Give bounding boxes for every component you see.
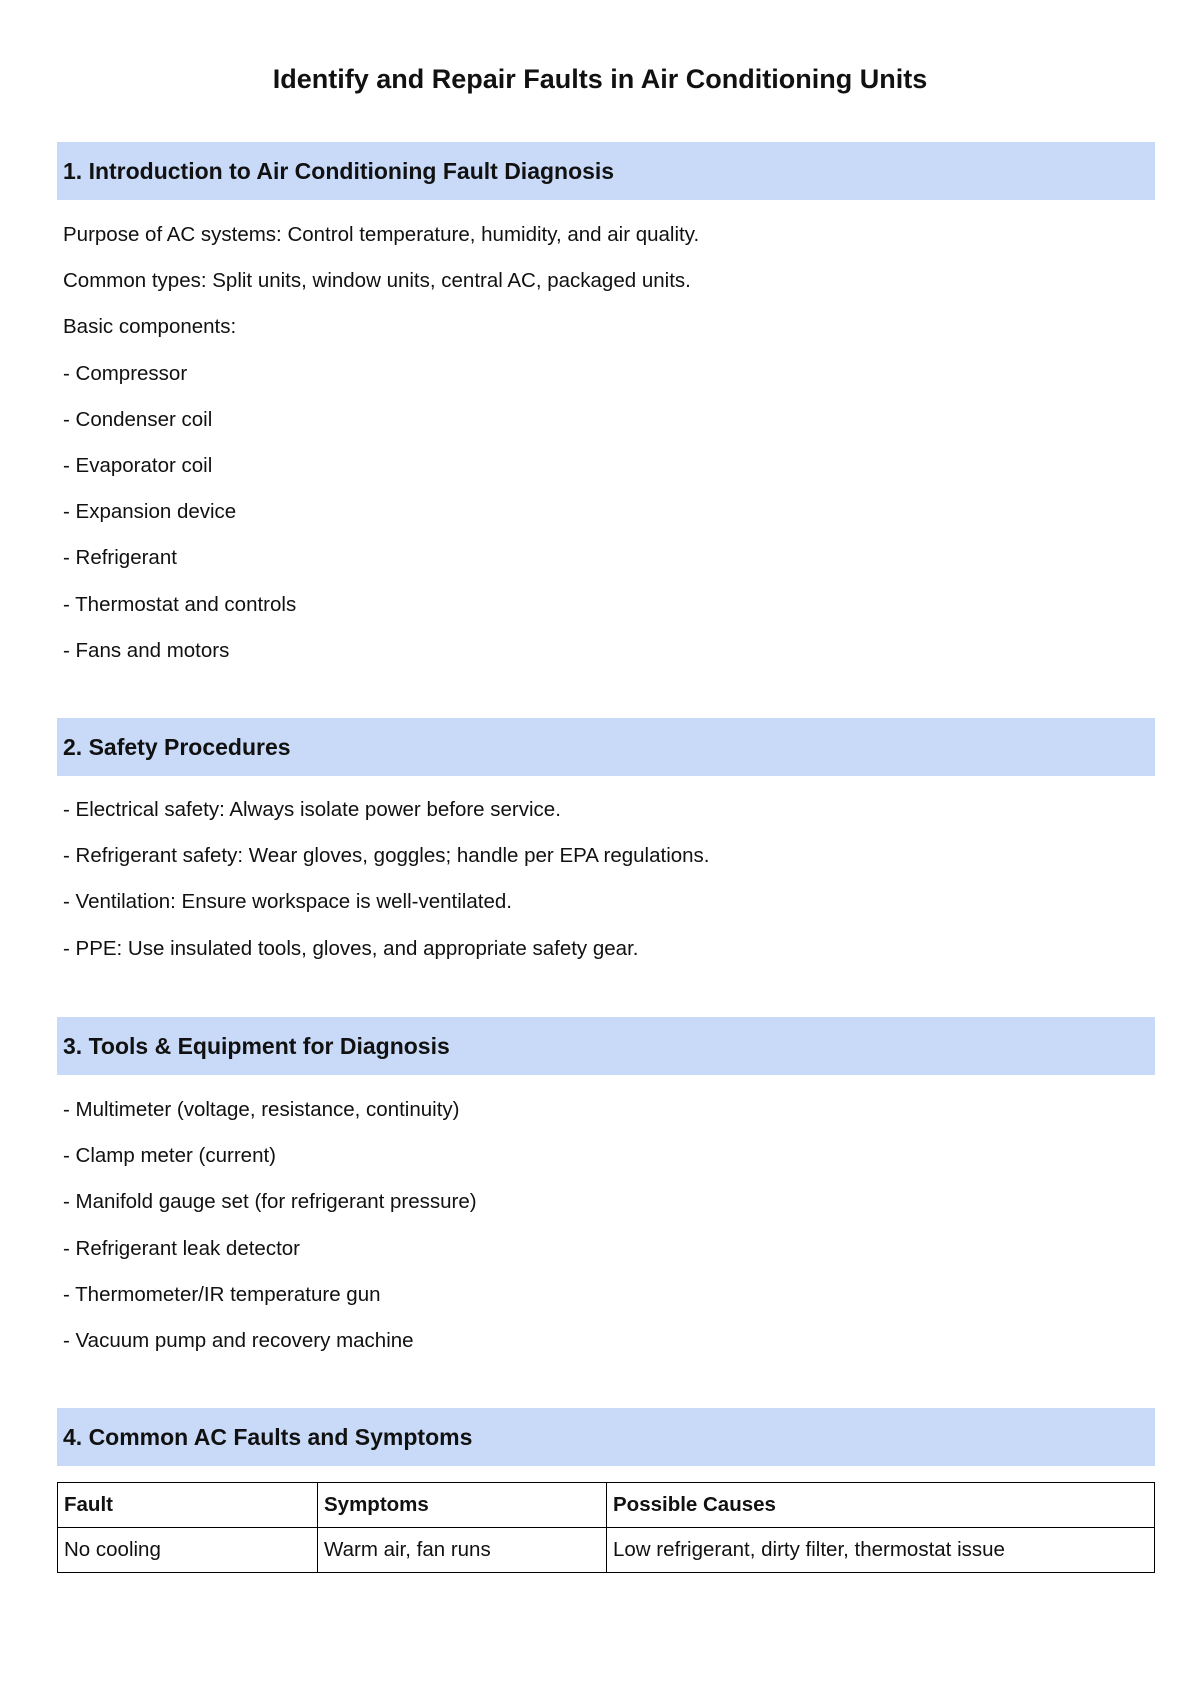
section-tools-lines (63, 1087, 477, 1364)
list-item: - Evaporator coil (63, 453, 213, 477)
column-header-possible-causes: Possible Causes (607, 1483, 1155, 1528)
text-line: Common types: Split units, window units, central AC, packaged units. (63, 269, 691, 293)
list-item: - Thermometer/IR temperature gun (63, 1282, 381, 1306)
faults-table (57, 1482, 1155, 1573)
table-cell-fault: No cooling (58, 1528, 318, 1573)
list-item: - Refrigerant leak detector (63, 1236, 301, 1260)
list-item: - Electrical safety: Always isolate power before service. (63, 798, 561, 821)
list-item: - Expansion device (63, 500, 237, 524)
list-item: - Refrigerant (63, 546, 177, 570)
list-item: - Manifold gauge set (for refrigerant pressure) (63, 1190, 477, 1214)
list-item: - Multimeter (voltage, resistance, continuity) (63, 1098, 460, 1121)
text-line: Basic components: (63, 315, 237, 339)
list-item: - Fans and motors (63, 638, 230, 662)
table-cell-symptoms: Warm air, fan runs (318, 1528, 607, 1573)
list-item: - Thermostat and controls (63, 592, 297, 616)
table-row (58, 1528, 1155, 1573)
table-header-row (58, 1483, 1155, 1528)
list-item: - Refrigerant safety: Wear gloves, goggles; handle per EPA regulations. (63, 844, 710, 868)
list-item: - Vacuum pump and recovery machine (63, 1328, 414, 1352)
section-header-safety: 2. Safety Procedures (57, 718, 1155, 776)
list-item: - Compressor (63, 361, 188, 385)
section-safety-lines (63, 787, 710, 972)
text-line: Purpose of AC systems: Control temperature, humidity, and air quality. (63, 223, 700, 246)
column-header-fault: Fault (58, 1483, 318, 1528)
section-introduction-lines (63, 212, 699, 674)
section-header-introduction: 1. Introduction to Air Conditioning Fault Diagnosis (57, 142, 1155, 200)
list-item: - Clamp meter (current) (63, 1144, 277, 1168)
column-header-symptoms: Symptoms (318, 1483, 607, 1528)
document-title: Identify and Repair Faults in Air Conditioning Units (272, 64, 928, 94)
table-cell-possible-causes: Low refrigerant, dirty filter, thermostat issue (607, 1528, 1155, 1573)
list-item: - Ventilation: Ensure workspace is well-ventilated. (63, 890, 512, 914)
section-header-tools: 3. Tools & Equipment for Diagnosis (57, 1017, 1155, 1075)
section-header-faults: 4. Common AC Faults and Symptoms (57, 1408, 1155, 1466)
list-item: - PPE: Use insulated tools, gloves, and appropriate safety gear. (63, 936, 639, 960)
list-item: - Condenser coil (63, 407, 213, 431)
